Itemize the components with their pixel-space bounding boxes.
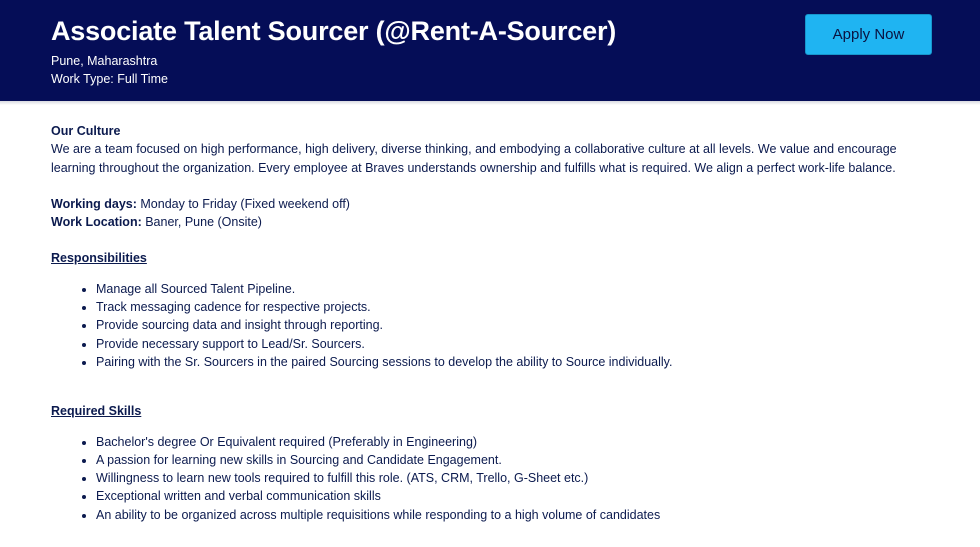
- responsibilities-list: [51, 280, 920, 371]
- list-item: • Willingness to learn new tools required to fulfill this role. (ATS, CRM, Trello, G-Sheet etc.): [96, 469, 920, 487]
- list-item: • Bachelor's degree Or Equivalent required (Preferably in Engineering): [96, 433, 920, 451]
- job-header: [0, 0, 980, 101]
- required-skills-list: [51, 433, 920, 524]
- job-title: Associate Talent Sourcer (@Rent-A-Sourcer): [51, 16, 617, 46]
- spacer: [51, 231, 920, 249]
- job-work-type: Work Type: Full Time: [51, 72, 168, 86]
- work-location-row: [51, 213, 920, 231]
- working-days-row: [51, 195, 920, 213]
- list-item: • Pairing with the Sr. Sourcers in the paired Sourcing sessions to develop the ability to Source individually.: [96, 353, 920, 371]
- responsibilities-heading: Responsibilities: [51, 251, 147, 266]
- list-item: • Exceptional written and verbal communication skills: [96, 487, 920, 505]
- list-item: • Provide sourcing data and insight through reporting.: [96, 316, 920, 334]
- spacer: [51, 177, 920, 195]
- list-item: • An ability to be organized across multiple requisitions while responding to a high volume of candidates: [96, 506, 920, 524]
- required-skills-heading: Required Skills: [51, 404, 142, 419]
- job-description: [0, 105, 980, 524]
- working-days-value: Monday to Friday (Fixed weekend off): [136, 196, 350, 211]
- list-item: • A passion for learning new skills in Sourcing and Candidate Engagement.: [96, 451, 920, 469]
- working-days-label: Working days:: [51, 196, 137, 211]
- list-item: • Provide necessary support to Lead/Sr. Sourcers.: [96, 335, 920, 353]
- work-location-label: Work Location:: [51, 215, 142, 230]
- job-meta: [51, 52, 980, 88]
- job-location: Pune, Maharashtra: [51, 54, 158, 68]
- culture-heading: Our Culture: [51, 124, 121, 138]
- spacer: [51, 371, 920, 402]
- list-item: • Manage all Sourced Talent Pipeline.: [96, 280, 920, 298]
- culture-text: We are a team focused on high performance, high delivery, diverse thinking, and embodying a collaborative culture at all levels. We value and encourage learning throughout the organization. Every employee at Braves understands ownership and fulfills what is required. We align a perfect work-life balance.: [51, 142, 897, 175]
- work-location-value: Baner, Pune (Onsite): [141, 215, 262, 230]
- apply-now-button[interactable]: Apply Now: [805, 14, 932, 55]
- list-item: • Track messaging cadence for respective projects.: [96, 298, 920, 316]
